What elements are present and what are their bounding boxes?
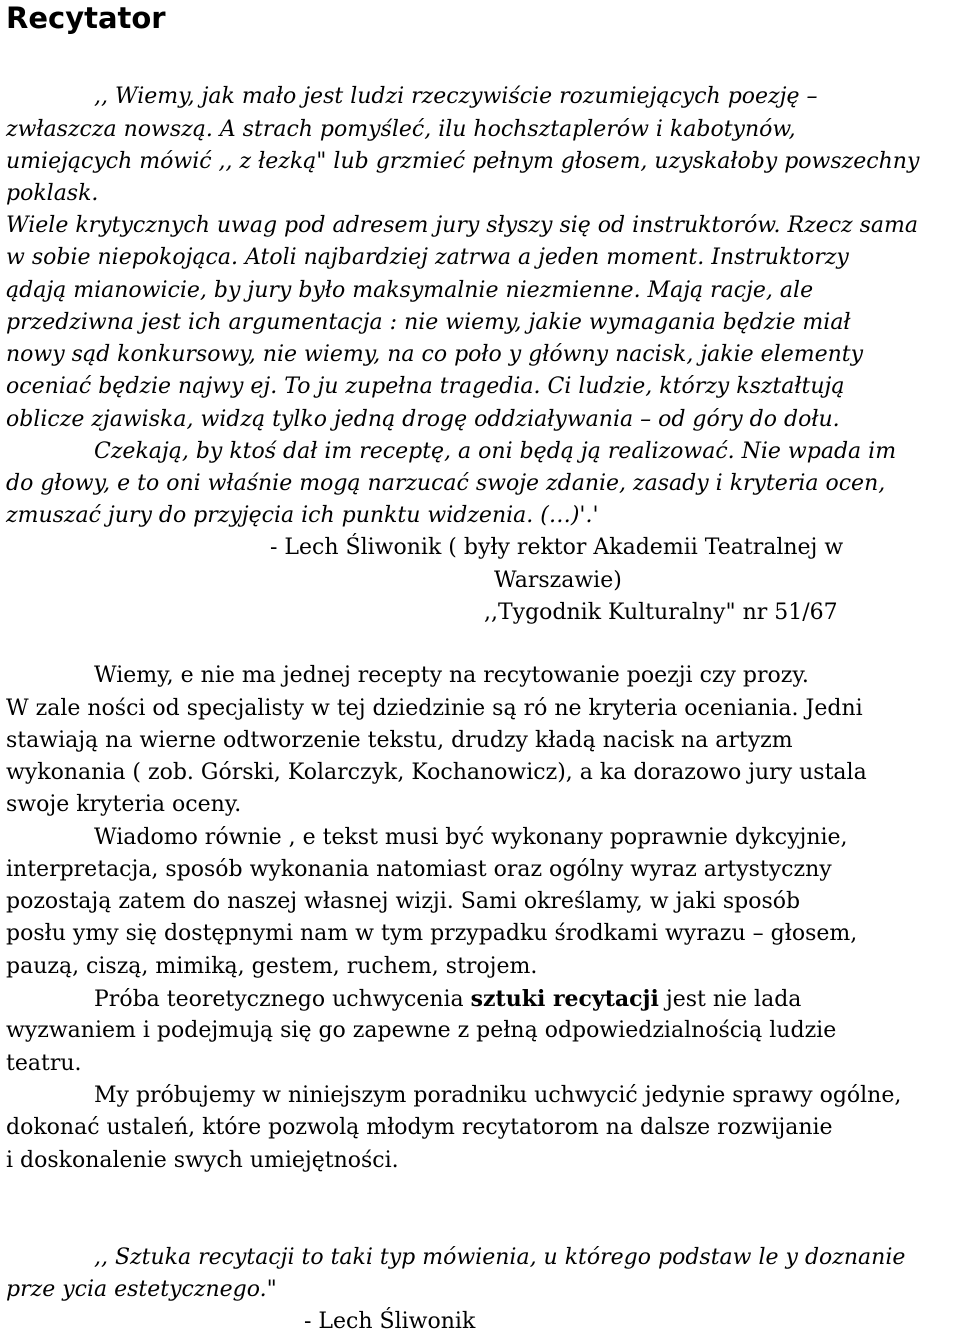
body-line: W zale ności od specjalisty w tej dziedzinie są ró ne kryteria oceniania. Jedni [6,696,863,721]
quote-line: Wiele krytycznych uwag pod adresem jury słyszy się od instruktorów. Rzecz sama [6,213,918,238]
quote-line: do głowy, e to oni właśnie mogą narzucać swoje zdanie, zasady i kryteria ocen, [6,471,886,496]
attribution-line: - Lech Śliwonik ( były rektor Akademii Teatralnej w [270,535,844,560]
body-text-segment: Próba teoretycznego uchwycenia [94,987,471,1012]
body-line: wyzwaniem i podejmują się go zapewne z pełną odpowiedzialnością ludzie [6,1018,837,1043]
body-line: Wiadomo równie , e tekst musi być wykonany poprawnie dykcyjnie, [94,825,848,850]
body-line: Wiemy, e nie ma jednej recepty na recytowanie poezji czy prozy. [94,663,809,688]
document-title: Recytator [6,1,166,35]
body-line: interpretacja, sposób wykonania natomiast oraz ogólny wyraz artystyczny [6,857,832,882]
body-line: posłu ymy się dostępnymi nam w tym przypadku środkami wyrazu – głosem, [6,921,858,946]
body-text-segment: jest nie lada [658,987,802,1012]
quote-line: oblicze zjawiska, widzą tylko jedną drogę oddziaływania – od góry do dołu. [6,407,840,432]
quote-line: nowy sąd konkursowy, nie wiemy, na co poło y główny nacisk, jakie elementy [6,342,864,367]
quote-line: ,, Sztuka recytacji to taki typ mówienia, u którego podstaw le y doznanie [94,1245,906,1270]
quote-line: ądają mianowicie, by jury było maksymalnie niezmienne. Mają racje, ale [6,278,814,303]
body-line: swoje kryteria oceny. [6,792,242,817]
body-line [6,984,801,1014]
body-line: teatru. [6,1051,82,1076]
quote-line: prze ycia estetycznego." [6,1277,277,1302]
closing-attribution: - Lech Śliwonik [304,1309,476,1334]
quote-line: przedziwna jest ich argumentacja : nie wiemy, jakie wymagania będzie miał [6,310,851,335]
quote-line: zmuszać jury do przyjęcia ich punktu widzenia. (…)'.' [6,503,599,528]
body-line: My próbujemy w niniejszym poradniku uchwycić jedynie sprawy ogólne, [94,1083,902,1108]
quote-line: umiejących mówić ,, z łezką" lub grzmieć pełnym głosem, uzyskałoby powszechny [6,149,920,174]
bold-term: sztuki recytacji [470,986,659,1012]
quote-line: oceniać będzie najwy ej. To ju zupełna tragedia. Ci ludzie, którzy kształtują [6,374,845,399]
quote-line: zwłaszcza nowszą. A strach pomyśleć, ilu hochsztaplerów i kabotynów, [6,117,796,142]
source-line: ,,Tygodnik Kulturalny" nr 51/67 [484,600,838,625]
body-line: i doskonalenie swych umiejętności. [6,1148,399,1173]
body-line: dokonać ustaleń, które pozwolą młodym recytatorom na dalsze rozwijanie [6,1115,833,1140]
body-line: stawiają na wierne odtworzenie tekstu, drudzy kładą nacisk na artyzm [6,728,793,753]
attribution-line: Warszawie) [494,568,622,593]
body-line: wykonania ( zob. Górski, Kolarczyk, Kochanowicz), a ka dorazowo jury ustala [6,760,867,785]
quote-line: w sobie niepokojąca. Atoli najbardziej zatrwa a jeden moment. Instruktorzy [6,245,849,270]
body-line: pauzą, ciszą, mimiką, gestem, ruchem, strojem. [6,954,538,979]
body-line: pozostają zatem do naszej własnej wizji. Sami określamy, w jaki sposób [6,889,801,914]
quote-line: poklask. [6,181,99,206]
quote-line: Czekają, by ktoś dał im receptę, a oni będą ją realizować. Nie wpada im [94,439,897,464]
quote-line: ,, Wiemy, jak mało jest ludzi rzeczywiście rozumiejących poezję – [94,84,818,109]
